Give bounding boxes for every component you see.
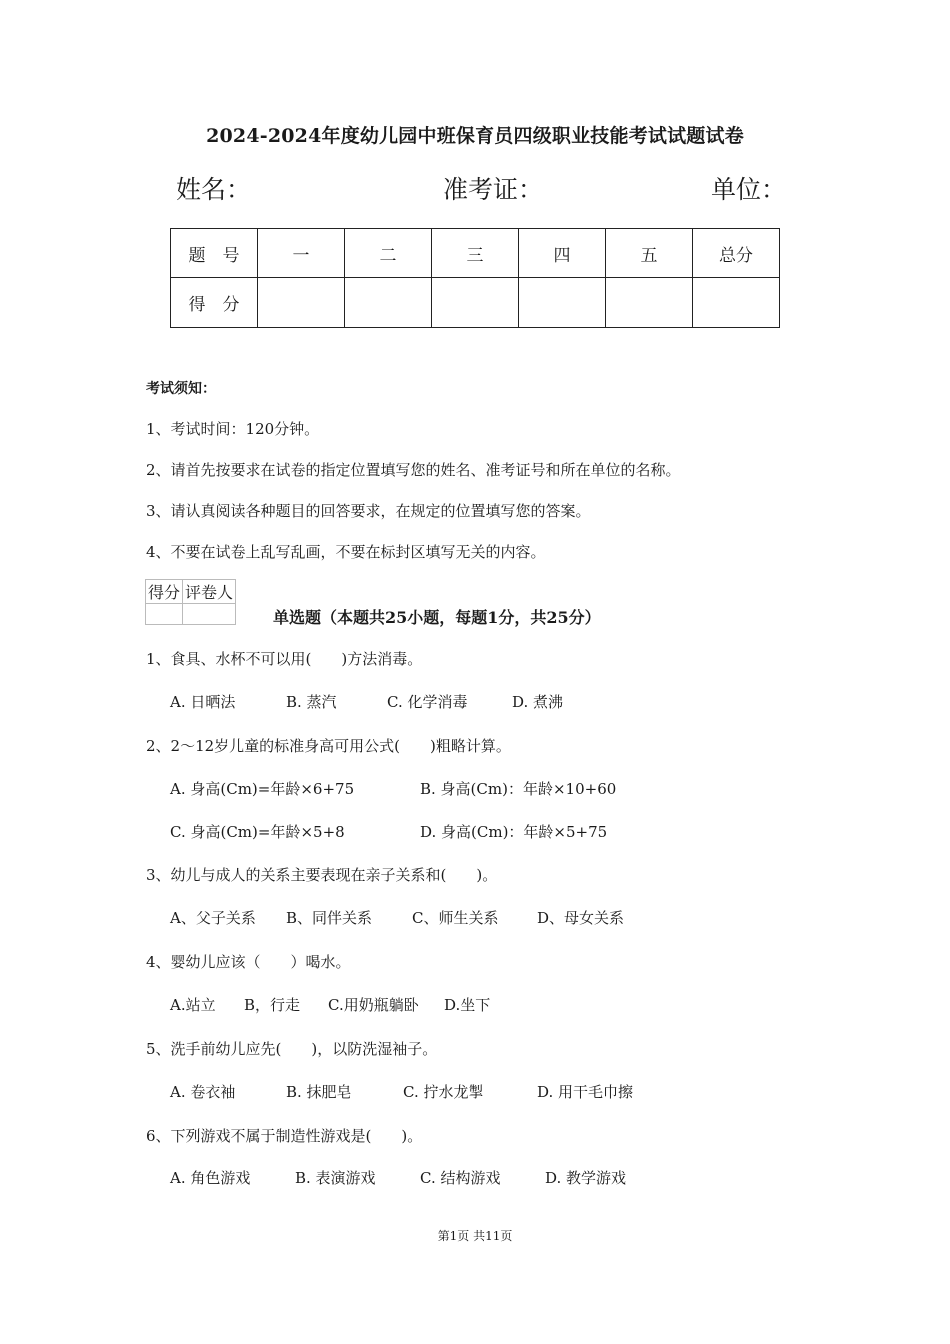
name-label: 姓名： <box>176 175 252 204</box>
grader-box <box>145 579 236 625</box>
question-option: A. 卷衣袖 <box>170 1083 236 1101</box>
question-option: C.用奶瓶躺卧 <box>328 996 419 1014</box>
question-option: C. 拧水龙掣 <box>403 1083 484 1101</box>
column-header: 四 <box>519 229 606 278</box>
page-footer: 第1页 共11页 <box>437 1229 513 1243</box>
question-option: A.站立 <box>170 996 216 1014</box>
notice-item: 4、不要在试卷上乱写乱画，不要在标封区填写无关的内容。 <box>146 543 546 561</box>
question-option: B. 表演游戏 <box>295 1169 376 1187</box>
grader-reviewer-cell <box>183 604 236 625</box>
question-stem: 5、洗手前幼儿应先( )，以防洗湿袖子。 <box>146 1040 438 1058</box>
question-option: D. 教学游戏 <box>545 1169 627 1187</box>
score-row-label: 得 分 <box>171 278 258 328</box>
notice-heading: 考试须知： <box>146 381 216 397</box>
page-title: 2024-2024年度幼儿园中班保育员四级职业技能考试试题试卷 <box>206 125 744 147</box>
question-stem: 4、婴幼儿应该（ ）喝水。 <box>146 953 351 971</box>
question-option: D. 煮沸 <box>512 693 564 711</box>
question-number-header: 题 号 <box>171 229 258 278</box>
question-option: C. 身高(Cm)=年龄×5+8 <box>170 823 345 841</box>
score-table <box>170 228 780 328</box>
question-option: D. 身高(Cm)：年龄×5+75 <box>420 823 608 841</box>
question-stem: 1、食具、水杯不可以用( )方法消毒。 <box>146 650 423 668</box>
grader-score-cell <box>146 604 183 625</box>
exam-id-label: 准考证： <box>443 175 544 204</box>
column-header: 三 <box>432 229 519 278</box>
question-option: C、师生关系 <box>412 909 499 927</box>
question-option: D.坐下 <box>444 996 491 1014</box>
question-stem: 6、下列游戏不属于制造性游戏是( )。 <box>146 1127 423 1145</box>
question-option: B. 蒸汽 <box>286 693 337 711</box>
question-stem: 2、2～12岁儿童的标准身高可用公式( )粗略计算。 <box>146 737 511 755</box>
column-header: 二 <box>345 229 432 278</box>
column-header: 一 <box>258 229 345 278</box>
score-table-header-row <box>171 229 780 278</box>
question-option: A. 身高(Cm)=年龄×6+75 <box>170 780 355 798</box>
question-option: A. 角色游戏 <box>170 1169 251 1187</box>
question-option: B. 抹肥皂 <box>286 1083 352 1101</box>
notice-item: 1、考试时间：120分钟。 <box>146 420 320 438</box>
question-option: D、母女关系 <box>537 909 625 927</box>
question-option: C. 结构游戏 <box>420 1169 501 1187</box>
question-option: A. 日晒法 <box>170 693 236 711</box>
question-option: B. 身高(Cm)：年龄×10+60 <box>420 780 617 798</box>
score-cell <box>345 278 432 328</box>
section-title: 单选题（本题共25小题，每题1分，共25分） <box>273 608 601 627</box>
score-cell <box>519 278 606 328</box>
score-cell <box>693 278 780 328</box>
question-option: C. 化学消毒 <box>387 693 468 711</box>
question-stem: 3、幼儿与成人的关系主要表现在亲子关系和( )。 <box>146 866 498 884</box>
score-cell <box>606 278 693 328</box>
score-cell <box>258 278 345 328</box>
question-option: D. 用干毛巾擦 <box>537 1083 634 1101</box>
question-option: B，行走 <box>244 996 301 1014</box>
notice-item: 2、请首先按要求在试卷的指定位置填写您的姓名、准考证号和所在单位的名称。 <box>146 461 681 479</box>
unit-label: 单位： <box>711 175 787 204</box>
notice-item: 3、请认真阅读各种题目的回答要求，在规定的位置填写您的答案。 <box>146 502 591 520</box>
column-header: 总分 <box>693 229 780 278</box>
grader-score-label: 得分 <box>146 580 183 604</box>
score-table-score-row <box>171 278 780 328</box>
question-option: A、父子关系 <box>170 909 256 927</box>
question-option: B、同伴关系 <box>286 909 373 927</box>
grader-reviewer-label: 评卷人 <box>183 580 236 604</box>
column-header: 五 <box>606 229 693 278</box>
score-cell <box>432 278 519 328</box>
